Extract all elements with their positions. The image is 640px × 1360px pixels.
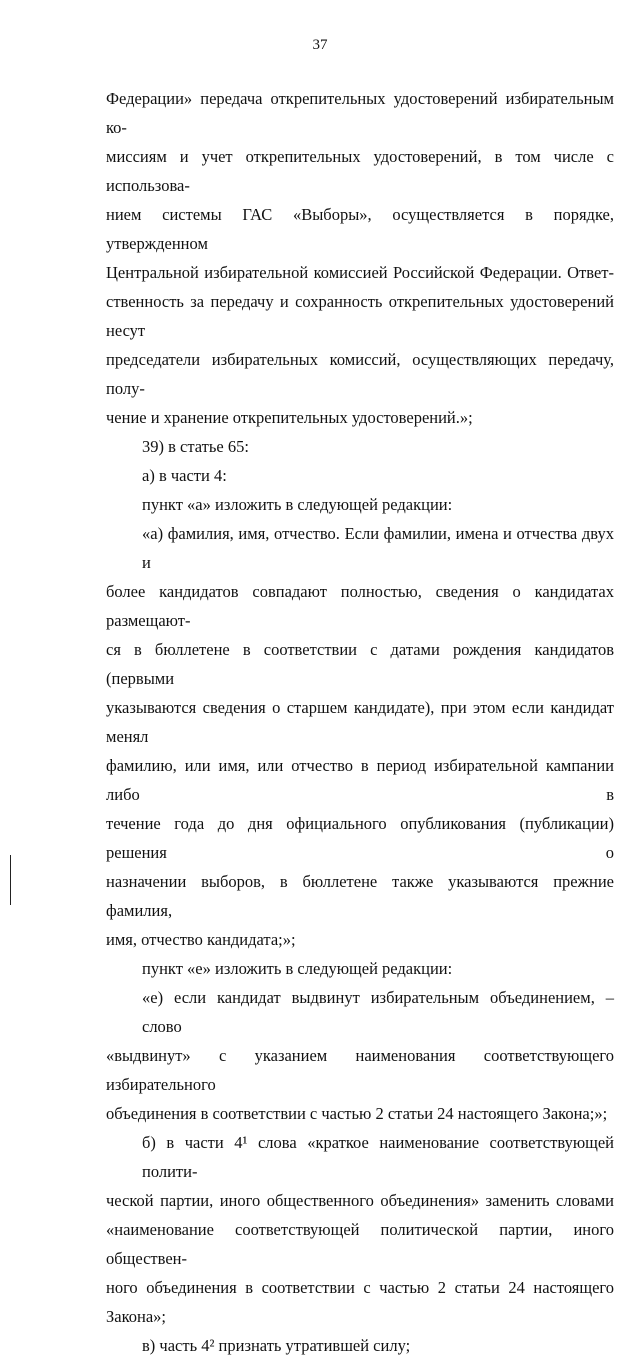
text-line: ческой партии, иного общественного объединения» заменить словами bbox=[106, 1191, 614, 1210]
text-line: более кандидатов совпадают полностью, сведения о кандидатах размещают- bbox=[106, 582, 614, 630]
text-line: течение года до дня официального опубликования (публикации) решения о bbox=[106, 814, 614, 862]
text-line: «е) если кандидат выдвинут избирательным объединением, – слово bbox=[142, 988, 614, 1036]
text-line: «а) фамилия, имя, отчество. Если фамилии, имена и отчества двух и bbox=[142, 524, 614, 572]
text-line: 39) в статье 65: bbox=[142, 437, 249, 456]
text-line: объединения в соответствии с частью 2 статьи 24 настоящего Закона;»; bbox=[106, 1104, 608, 1123]
text-line: ного объединения в соответствии с частью 2 статьи 24 настоящего Закона»; bbox=[106, 1278, 614, 1326]
text-line: назначении выборов, в бюллетене также указываются прежние фамилия, bbox=[106, 872, 614, 920]
text-line: нием системы ГАС «Выборы», осуществляется в порядке, утвержденном bbox=[106, 205, 614, 253]
text-line: указываются сведения о старшем кандидате), при этом если кандидат менял bbox=[106, 698, 614, 746]
text-line: пункт «е» изложить в следующей редакции: bbox=[142, 959, 453, 978]
text-line: имя, отчество кандидата;»; bbox=[106, 930, 296, 949]
document-body bbox=[106, 84, 614, 1360]
text-line: Центральной избирательной комиссией Российской Федерации. Ответ- bbox=[106, 263, 614, 282]
text-line: фамилию, или имя, или отчество в период избирательной кампании либо в bbox=[106, 756, 614, 804]
text-line: «выдвинут» с указанием наименования соответствующего избирательного bbox=[106, 1046, 614, 1094]
page-number: 37 bbox=[312, 37, 328, 53]
margin-line bbox=[10, 855, 11, 905]
text-line: Федерации» передача открепительных удостоверений избирательным ко- bbox=[106, 89, 614, 137]
text-line: а) в части 4: bbox=[142, 466, 227, 485]
text-line: б) в части 4¹ слова «краткое наименование соответствующей полити- bbox=[142, 1133, 614, 1181]
text-line: в) часть 4² признать утратившей силу; bbox=[142, 1336, 411, 1355]
text-line: ся в бюллетене в соответствии с датами рождения кандидатов (первыми bbox=[106, 640, 614, 688]
text-line: «наименование соответствующей политической партии, иного обществен- bbox=[106, 1220, 614, 1268]
text-line: миссиям и учет открепительных удостоверений, в том числе с использова- bbox=[106, 147, 614, 195]
text-line: председатели избирательных комиссий, осуществляющих передачу, полу- bbox=[106, 350, 614, 398]
text-line: ственность за передачу и сохранность открепительных удостоверений несут bbox=[106, 292, 614, 340]
text-line: чение и хранение открепительных удостоверений.»; bbox=[106, 408, 473, 427]
text-line: пункт «а» изложить в следующей редакции: bbox=[142, 495, 453, 514]
